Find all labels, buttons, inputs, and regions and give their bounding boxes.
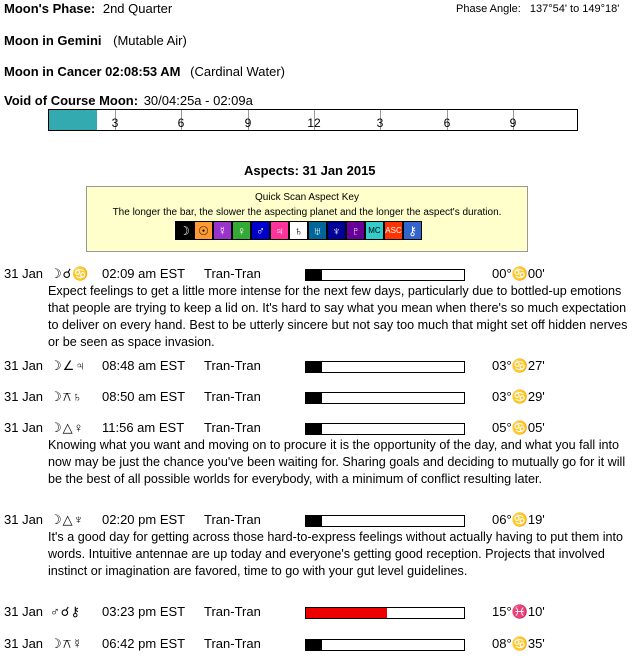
aspect-duration-fill [306, 516, 322, 526]
aspect-position: 15°♓10' [492, 604, 545, 619]
aspect-position: 03°♋27' [492, 358, 545, 373]
aspect-time: 02:20 pm EST [102, 512, 186, 527]
moon-phase-label: Moon's Phase: [4, 1, 96, 16]
moon-cancer-row [4, 64, 285, 79]
aspect-symbol: ☽△♀ [50, 420, 85, 435]
neptune-icon: ♆ [327, 221, 346, 240]
aspect-duration-bar [305, 269, 465, 281]
aspect-symbol: ☽⚻☿ [50, 636, 84, 651]
aspect-duration-fill [306, 424, 322, 434]
venus-icon: ♀ [232, 221, 251, 240]
aspect-type: Tran-Tran [204, 604, 261, 619]
aspect-symbol: ☽∠♃ [50, 358, 87, 373]
timeline-tick-label: 3 [111, 116, 119, 130]
aspect-duration-bar [305, 392, 465, 404]
aspect-duration-bar [305, 639, 465, 651]
moon-icon: ☽ [175, 221, 194, 240]
aspect-date: 31 Jan [4, 389, 44, 404]
aspect-date: 31 Jan [4, 604, 44, 619]
aspect-duration-fill [306, 270, 322, 280]
aspect-position: 06°♋19' [492, 512, 545, 527]
aspect-duration-fill [306, 640, 322, 650]
aspect-duration-bar [305, 361, 465, 373]
aspect-position: 03°♋29' [492, 389, 545, 404]
timeline-tick-label: 6 [443, 116, 451, 130]
aspect-symbol: ☽☌♋ [50, 266, 90, 281]
moon-gemini-row [4, 33, 187, 48]
moon-phase-value: 2nd Quarter [102, 1, 173, 16]
quick-scan-key [86, 186, 528, 252]
sun-icon: ☉ [194, 221, 213, 240]
uranus-icon: ♅ [308, 221, 327, 240]
aspect-date: 31 Jan [4, 266, 44, 281]
timeline-tick-label: 3 [376, 116, 384, 130]
voc-label: Void of Course Moon: [4, 93, 139, 108]
aspect-type: Tran-Tran [204, 358, 261, 373]
pluto-icon: ♇ [346, 221, 365, 240]
timeline-tick-label: 9 [509, 116, 517, 130]
chiron-icon: ⚷ [403, 221, 422, 240]
timeline-tick-label: 12 [307, 116, 321, 130]
aspect-duration-bar [305, 515, 465, 527]
void-of-course-timeline [48, 109, 578, 131]
phase-angle-label: Phase Angle: [456, 3, 521, 15]
ascendant-icon: ASC [384, 221, 403, 240]
void-of-course-row [4, 93, 253, 108]
mars-icon: ♂ [251, 221, 270, 240]
timeline-tick-label: 9 [244, 116, 252, 130]
aspect-position: 00°♋00' [492, 266, 545, 281]
aspect-time: 08:48 am EST [102, 358, 186, 373]
void-of-course-fill [49, 110, 97, 130]
jupiter-icon: ♃ [270, 221, 289, 240]
aspects-title: Aspects: 31 Jan 2015 [244, 163, 376, 178]
aspect-time: 03:23 pm EST [102, 604, 186, 619]
moon-cancer-note: (Cardinal Water) [190, 64, 286, 79]
aspect-time: 06:42 pm EST [102, 636, 186, 651]
aspect-date: 31 Jan [4, 512, 44, 527]
moon-gemini-note: (Mutable Air) [113, 33, 187, 48]
mercury-icon: ☿ [213, 221, 232, 240]
voc-value: 30/04:25a - 02:09a [143, 93, 253, 108]
aspect-description: It's a good day for getting across those hard-to-express feelings without actually having to put them into words. Intuitive antennae are up today and everyone's getting good reception. Projects that involved instinct or imagination are favored, time to go with your gut level guidelines. [48, 530, 624, 578]
saturn-icon: ♄ [289, 221, 308, 240]
aspect-symbol: ☽⚻♄ [50, 389, 84, 404]
phase-angle-value: 137°54' to 149°18' [529, 3, 620, 15]
aspect-description: Expect feelings to get a little more intense for the next few days, particularly due to bottled-up emotions that people are trying to keep a lid on. It's hard to say what you mean when there's so much expectation to deliver on every hand. Best to be utterly sincere but not say too much that might set off hidden nerves or be seen as space invasion. [48, 284, 628, 349]
moon-cancer-label: Moon in Cancer 02:08:53 AM [4, 64, 181, 79]
aspect-duration-fill [306, 608, 387, 618]
key-title: Quick Scan Aspect Key [255, 192, 359, 203]
aspect-duration-bar [305, 607, 465, 619]
moon-gemini-label: Moon in Gemini [4, 33, 102, 48]
aspect-type: Tran-Tran [204, 266, 261, 281]
aspect-type: Tran-Tran [204, 420, 261, 435]
aspect-symbol: ♂☌⚷ [50, 604, 81, 619]
aspect-symbol: ☽△♆ [50, 512, 85, 527]
aspect-time: 08:50 am EST [102, 389, 186, 404]
aspect-time: 02:09 am EST [102, 266, 186, 281]
aspect-position: 05°♋05' [492, 420, 545, 435]
aspect-position: 08°♋35' [492, 636, 545, 651]
aspect-description: Knowing what you want and moving on to procure it is the opportunity of the day, and what you fall into now may be just the chance you've been waiting for. Sharing goals and deciding to mutually go for it will be the best of all possible worlds for everybody, with a minimum of conflict resulting later. [48, 438, 626, 486]
midheaven-icon: MC [365, 221, 384, 240]
aspect-duration-fill [306, 362, 322, 372]
timeline-tick-label: 6 [177, 116, 185, 130]
moon-phase-row [4, 1, 172, 16]
key-subtitle: The longer the bar, the slower the aspecting planet and the longer the aspect's duration. [112, 207, 502, 218]
aspect-type: Tran-Tran [204, 512, 261, 527]
aspect-date: 31 Jan [4, 420, 44, 435]
aspect-duration-fill [306, 393, 322, 403]
key-glyph-list [175, 221, 422, 240]
aspect-type: Tran-Tran [204, 636, 261, 651]
aspect-type: Tran-Tran [204, 389, 261, 404]
aspect-time: 11:56 am EST [102, 420, 185, 435]
aspect-date: 31 Jan [4, 636, 44, 651]
phase-angle [456, 3, 619, 15]
aspect-duration-bar [305, 423, 465, 435]
aspect-date: 31 Jan [4, 358, 44, 373]
